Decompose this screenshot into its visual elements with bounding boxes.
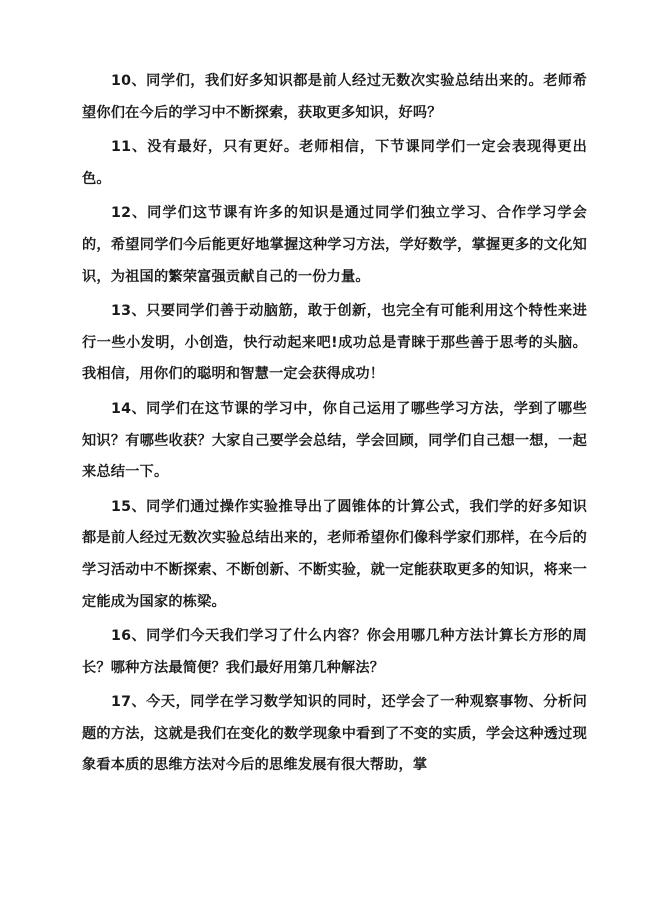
paragraph-13: 13、只要同学们善于动脑筋，敢于创新，也完全有可能利用这个特性来进行一些小发明，小创造，快行动起来吧!成功总是青睐于那些善于思考的头脑。我相信，用你们的聪明和智慧一定会获得成功！	[82, 303, 587, 383]
paragraph-11: 11、没有最好，只有更好。老师相信，下节课同学们一定会表现得更出色。	[82, 139, 587, 187]
paragraph-10: 10、同学们，我们好多知识都是前人经过无数次实验总结出来的。老师希望你们在今后的学习中不断探索，获取更多知识，好吗？	[82, 73, 587, 121]
document-body	[82, 66, 587, 785]
paragraph-17: 17、今天，同学在学习数学知识的同时，还学会了一种观察事物、分析问题的方法，这就是我们在变化的数学现象中看到了不变的实质，学会这种透过现象看本质的思维方法对今后的思维发展有很大帮助，掌	[82, 694, 587, 774]
paragraph-12: 12、同学们这节课有许多的知识是通过同学们独立学习、合作学习学会的，希望同学们今后能更好地掌握这种学习方法，学好数学，掌握更多的文化知识，为祖国的繁荣富强贡献自己的一份力量。	[82, 205, 587, 285]
paragraph-14: 14、同学们在这节课的学习中，你自己运用了哪些学习方法，学到了哪些知识？有哪些收获？大家自己要学会总结，学会回顾，同学们自己想一想，一起来总结一下。	[82, 400, 587, 481]
paragraph-15: 15、同学们通过操作实验推导出了圆锥体的计算公式，我们学的好多知识都是前人经过无数次实验总结出来的，老师希望你们像科学家们那样，在今后的学习活动中不断探索、不断创新、不断实验，就一定能获取更多的知识，将来一定能成为国家的栋梁。	[82, 498, 587, 610]
paragraph-16: 16、同学们今天我们学习了什么内容？你会用哪几种方法计算长方形的周长？哪种方法最简便？我们最好用第几种解法？	[82, 628, 587, 676]
